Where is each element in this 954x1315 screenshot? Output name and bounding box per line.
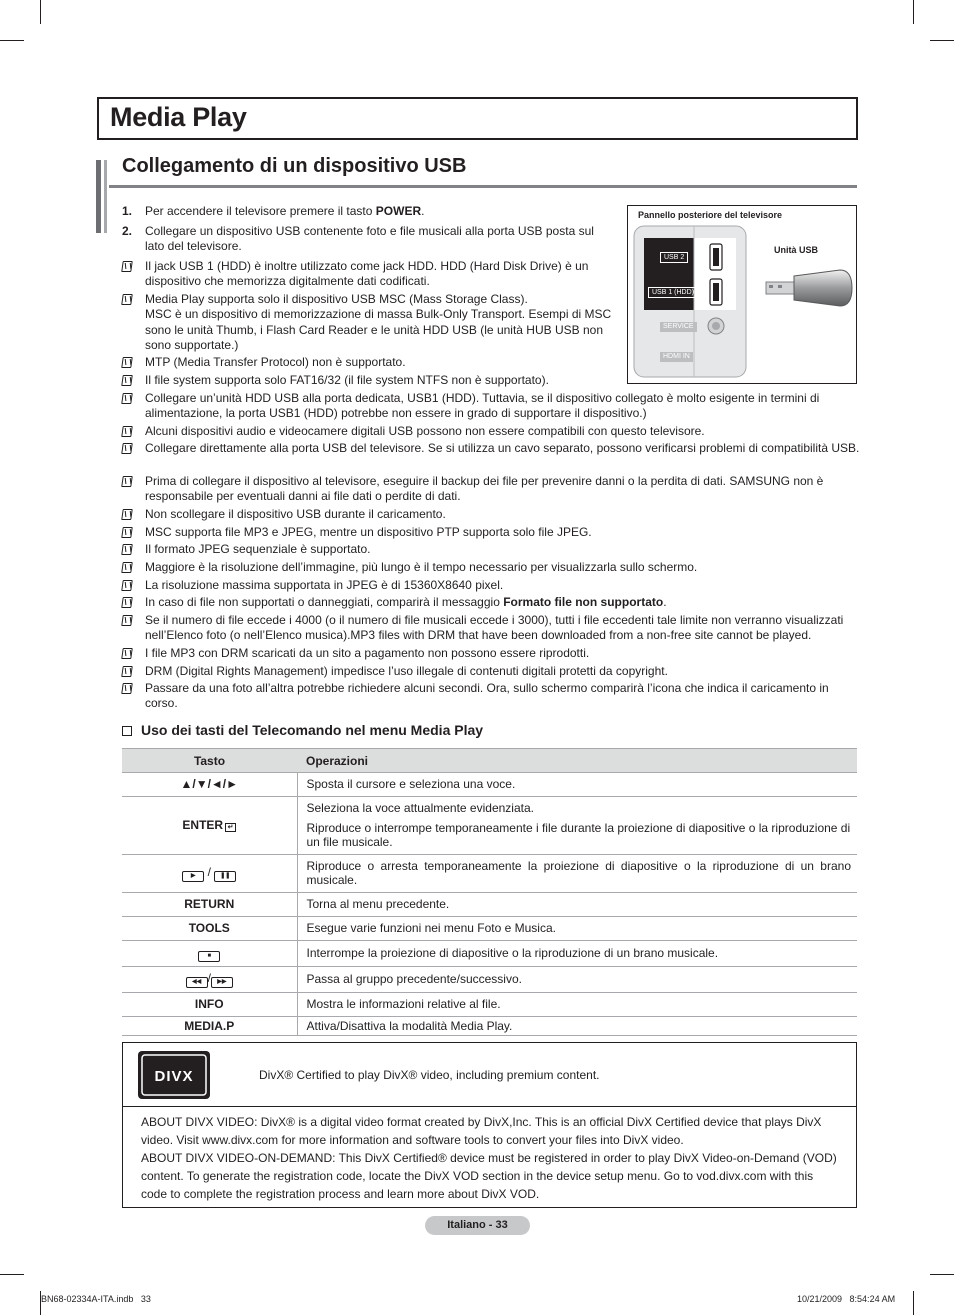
crop-mark: [930, 40, 954, 41]
note-text: Media Play supporta solo il dispositivo USB MSC (Mass Storage Class).: [145, 292, 528, 306]
operation-text: Passa al gruppo precedente/successivo.: [297, 966, 857, 992]
crop-mark: [913, 0, 914, 24]
header-operation: Operazioni: [297, 749, 857, 773]
remote-keys-table: [122, 748, 857, 1036]
fast-forward-icon: ▶▶: [211, 977, 233, 988]
note-bold: Formato file non supportato: [503, 595, 664, 609]
note-icon: [121, 375, 133, 386]
divx-logo-icon: [137, 1050, 211, 1100]
usb-label-bg: [644, 238, 694, 310]
note-item: [122, 525, 860, 540]
note-icon: [121, 615, 133, 626]
divx-logo-text: DIVX: [154, 1068, 194, 1085]
note-text: Maggiore è la risoluzione dell’immagine, più lungo è il tempo necessario per visualizzarla sullo schermo.: [145, 560, 698, 574]
key-return: RETURN: [122, 892, 297, 916]
note-icon: [121, 683, 133, 694]
note-text: Il file system supporta solo FAT16/32 (il file system NTFS non è supportato).: [145, 373, 549, 387]
note-icon: [121, 294, 133, 305]
note-icon: [121, 544, 133, 555]
step-text: Per accendere il televisore premere il tasto: [145, 204, 376, 218]
step-item: [122, 204, 612, 219]
note-text: MSC supporta file MP3 e JPEG, mentre un dispositivo PTP supporta solo file JPEG.: [145, 525, 592, 539]
table-row: [122, 854, 857, 892]
note-item: [122, 664, 860, 679]
operation-text: Torna al menu precedente.: [297, 892, 857, 916]
note-text: La risoluzione massima supportata in JPEG è di 15360X8640 pixel.: [145, 578, 504, 592]
table-header-row: [122, 749, 857, 773]
section-bar-light: [104, 160, 107, 233]
note-text: In caso di file non supportati o danneggiati, comparirà il messaggio: [145, 595, 504, 609]
note-text-after: .: [663, 595, 667, 609]
crop-mark: [913, 1291, 914, 1315]
crop-mark: [0, 40, 24, 41]
key-stop: [122, 940, 297, 966]
crop-mark: [930, 1274, 954, 1275]
divx-box: [122, 1042, 857, 1208]
key-tools: TOOLS: [122, 916, 297, 940]
key-rew-ff: [122, 966, 297, 992]
port-label-usb2: USB 2: [660, 252, 688, 263]
footer-timestamp: 10/21/2009 8:54:24 AM: [797, 1294, 896, 1304]
operation-text: Interrompe la proiezione di diapositive o la riproduzione di un brano musicale.: [297, 940, 857, 966]
play-icon: ▶: [182, 871, 204, 882]
page-number: Italiano - 33: [425, 1216, 530, 1235]
note-icon: [121, 580, 133, 591]
note-item: [122, 681, 860, 712]
operation-text: Riproduce o arresta temporaneamente la proiezione di diapositive o la riproduzione di un brano musicale.: [297, 854, 857, 892]
key-separator: /: [207, 970, 211, 985]
usb-drive-icon: [766, 270, 852, 306]
note-item: [122, 613, 860, 644]
key-arrows: ▲/▼/◄/►: [122, 773, 297, 797]
pause-icon: ❚❚: [214, 871, 236, 882]
note-text: Il formato JPEG sequenziale è supportato.: [145, 542, 371, 556]
note-item: [122, 373, 612, 388]
operation-text: Esegue varie funzioni nei menu Foto e Musica.: [297, 916, 857, 940]
note-text: DRM (Digital Rights Management) impedisce l’uso illegale di contenuti digitali protetti da copyright.: [145, 664, 668, 678]
rear-panel-figure: [627, 205, 857, 384]
note-item: [122, 292, 612, 353]
table-row: [122, 892, 857, 916]
section-title: Collegamento di un dispositivo USB: [122, 155, 467, 177]
operation-text: Attiva/Disattiva la modalità Media Play.: [297, 1016, 857, 1036]
step-bold: POWER: [375, 204, 422, 218]
key-enter-label: ENTER: [182, 818, 224, 832]
step-number: 2.: [122, 224, 133, 238]
note-icon: [121, 527, 133, 538]
divx-about: [141, 1113, 841, 1203]
key-info: INFO: [122, 992, 297, 1016]
note-icon: [121, 562, 133, 573]
note-item: [122, 355, 612, 370]
note-icon: [121, 509, 133, 520]
section-rule: [109, 185, 857, 188]
port-label-hdmi: HDMI IN: [660, 352, 693, 362]
key-enter: [122, 797, 297, 855]
divx-about-vod: ABOUT DIVX VIDEO-ON-DEMAND: This DivX Certified® device must be registered in order to play DivX Video-on-Demand (VOD) content. To generate the registration code, locate the DivX VOD section in the device setup menu. Go to vod.divx.com with this code to complete the registration process and learn more about DivX VOD.: [141, 1151, 837, 1201]
operation-text: Sposta il cursore e seleziona una voce.: [297, 773, 857, 797]
table-row: [122, 1016, 857, 1036]
note-item: [122, 542, 860, 557]
subsection-heading: [122, 722, 483, 738]
table-row: [122, 966, 857, 992]
key-separator: /: [207, 864, 211, 879]
note-icon: [121, 426, 133, 437]
port-label-usb1: USB 1 (HDD): [648, 287, 698, 298]
divx-separator: [123, 1106, 856, 1107]
note-icon: [121, 357, 133, 368]
step-item: [122, 224, 612, 255]
table-row: [122, 773, 857, 797]
stop-icon: ■: [198, 951, 220, 962]
enter-icon: ↵: [225, 823, 236, 832]
note-item: [122, 507, 860, 522]
note-item: [122, 441, 860, 456]
checkbox-icon: [122, 726, 132, 736]
section-bar: [96, 160, 101, 233]
table-row: [122, 940, 857, 966]
note-item: [122, 259, 612, 290]
note-item: [122, 646, 860, 661]
note-icon: [121, 261, 133, 272]
note-text: Prima di collegare il dispositivo al televisore, eseguire il backup dei file per prevenire danni o la perdita di dati. SAMSUNG non è responsabile per eventuali danni ai file dati o perdite di dati.: [145, 474, 824, 504]
note-text: Alcuni dispositivi audio e videocamere digitali USB possono non essere compatibili con questo televisore.: [145, 424, 705, 438]
note-item: [122, 560, 860, 575]
note-item: [122, 424, 860, 439]
note-text: Se il numero di file eccede i 4000 (o il numero di file musicali eccede i 3000), tutti i file eccedenti tale limite non verranno visualizzati nell’Elenco foto (o nell’Elenco musica).MP3 files with DRM that have been downloaded from a non-free site cannot be played.: [145, 613, 844, 643]
note-text: I file MP3 con DRM scaricati da un sito a pagamento non possono essere riprodotti.: [145, 646, 590, 660]
note-item: [122, 578, 860, 593]
header-key: Tasto: [122, 749, 297, 773]
step-number: 1.: [122, 204, 133, 218]
note-text: Collegare un’unità HDD USB alla porta dedicata, USB1 (HDD). Tuttavia, se il dispositivo collegato è molto esigente in termini di alimentazione, la porta USB1 (HDD) potrebbe non essere in grado di supportare il dispositivo.): [145, 391, 820, 421]
divx-certification: DivX® Certified to play DivX® video, including premium content.: [259, 1068, 600, 1082]
note-text: Il jack USB 1 (HDD) è inoltre utilizzato come jack HDD. HDD (Hard Disk Drive) è un dispositivo che memorizza digitalmente dati codificati.: [145, 259, 589, 289]
crop-mark: [40, 0, 41, 24]
note-text: Non scollegare il dispositivo USB durante il caricamento.: [145, 507, 446, 521]
operation-text: Seleziona la voce attualmente evidenziata.: [306, 801, 534, 815]
note-item: [122, 391, 860, 422]
note-icon: [121, 443, 133, 454]
key-play-pause: [122, 854, 297, 892]
note-icon: [121, 393, 133, 404]
usb-drive-label: Unità USB: [774, 245, 819, 255]
note-item: [122, 595, 860, 610]
page-title: Media Play: [110, 102, 247, 132]
note-text: Passare da una foto all’altra potrebbe richiedere alcuni secondi. Ora, sullo schermo comparirà l’icona che indica il caricamento in corso.: [145, 681, 829, 711]
operation-text: Mostra le informazioni relative al file.: [297, 992, 857, 1016]
table-row: [122, 916, 857, 940]
note-icon: [121, 476, 133, 487]
key-media-p: MEDIA.P: [122, 1016, 297, 1036]
divx-about-video: ABOUT DIVX VIDEO: DivX® is a digital video format created by DivX,Inc. This is an official DivX Certified device that plays DivX video. Visit www.divx.com for more information and software tools to convert your files into DivX video.: [141, 1115, 822, 1147]
port-label-service: SERVICE: [660, 322, 697, 332]
step-text-after: .: [421, 204, 425, 218]
table-row: [122, 992, 857, 1016]
note-icon: [121, 648, 133, 659]
crop-mark: [0, 1274, 24, 1275]
table-row: [122, 797, 857, 855]
note-icon: [121, 597, 133, 608]
operation-text: Riproduce o interrompe temporaneamente i file durante la proiezione di diapositive o la riproduzione di un file musicale.: [306, 820, 851, 849]
note-item: [122, 474, 860, 505]
note-text: Collegare direttamente alla porta USB del televisore. Se si utilizza un cavo separato, possono verificarsi problemi di compatibilità USB.: [145, 441, 860, 455]
note-text-extra: MSC è un dispositivo di memorizzazione di massa Bulk-Only Transport. Esempi di MSC sono le unità Thumb, i Flash Card Reader e le unità HDD USB (le unità HUB USB non sono supportate.): [145, 307, 612, 352]
panel-caption: Pannello posteriore del televisore: [638, 210, 783, 220]
note-icon: [121, 666, 133, 677]
operation-cell: [297, 797, 857, 855]
subsection-title: Uso dei tasti del Telecomando nel menu Media Play: [141, 722, 484, 738]
step-text: Collegare un dispositivo USB contenente foto e file musicali alla porta USB posta sul lato del televisore.: [145, 224, 594, 254]
note-text: MTP (Media Transfer Protocol) non è supportato.: [145, 355, 406, 369]
rewind-icon: ◀◀: [186, 977, 208, 988]
page-title-box: [97, 97, 858, 140]
footer-file: BN68-02334A-ITA.indb 33: [41, 1294, 151, 1304]
